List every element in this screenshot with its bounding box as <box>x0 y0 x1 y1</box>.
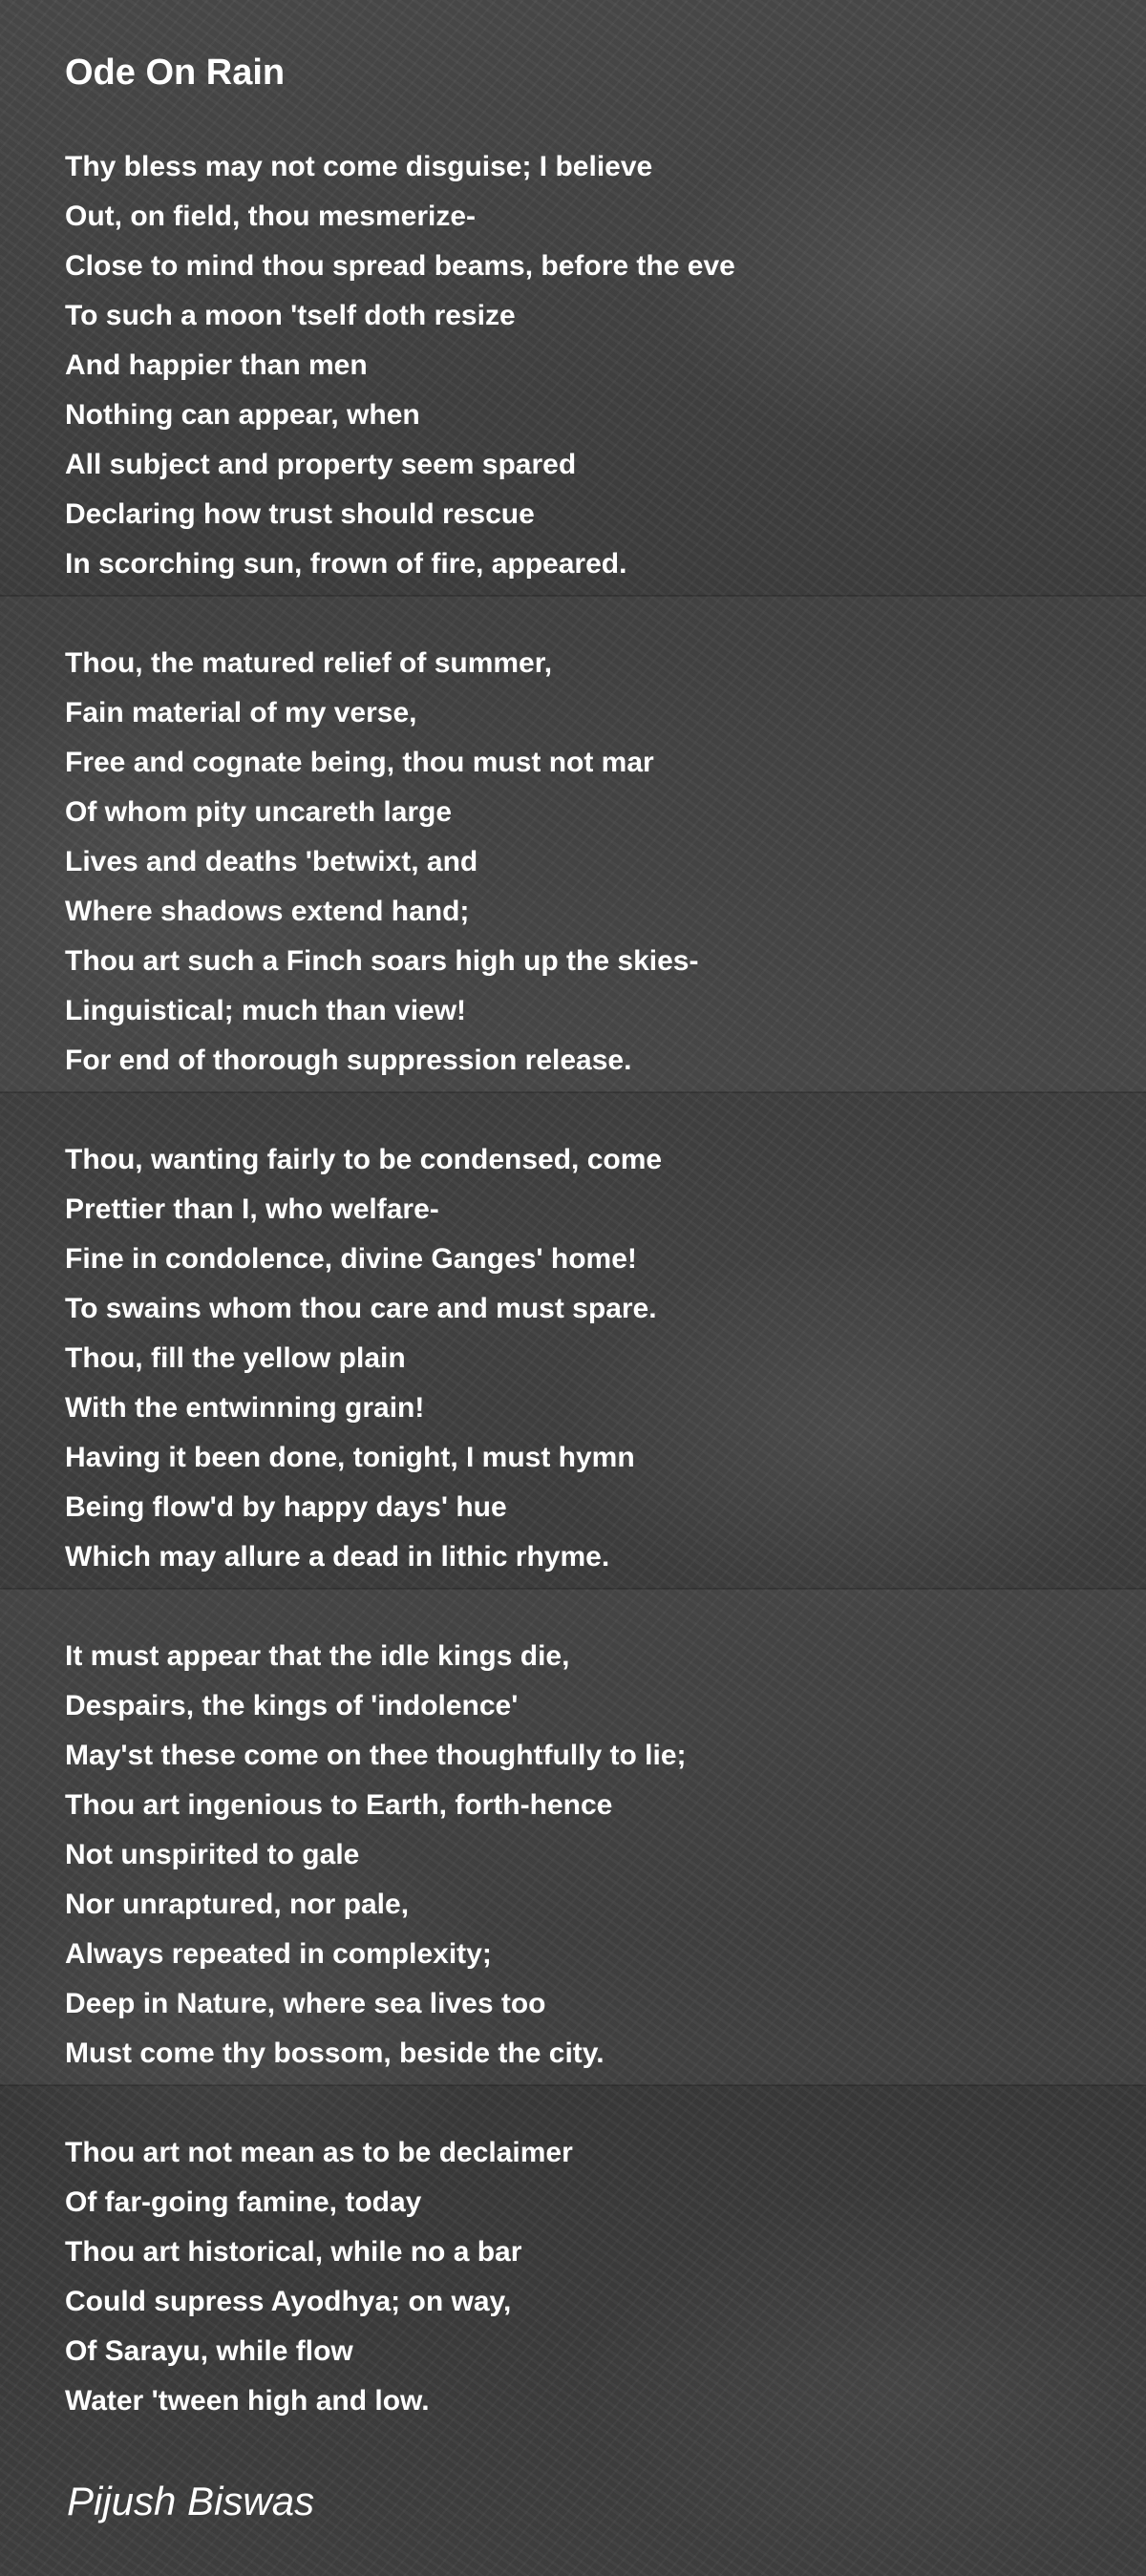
band-divider <box>0 595 1146 597</box>
poem-line: For end of thorough suppression release. <box>65 1045 632 1076</box>
band-divider <box>0 2084 1146 2086</box>
poem-line: All subject and property seem spared <box>65 449 577 480</box>
poem-line: To such a moon 'tself doth resize <box>65 300 516 331</box>
poem-line: Having it been done, tonight, I must hymn <box>65 1442 635 1473</box>
poem-line: Lives and deaths 'betwixt, and <box>65 846 478 877</box>
poem-line: Thou, the matured relief of summer, <box>65 647 553 679</box>
poem-line: It must appear that the idle kings die, <box>65 1640 570 1672</box>
poem-line: Thou, fill the yellow plain <box>65 1342 406 1374</box>
poem-line: Thy bless may not come disguise; I believe <box>65 151 653 182</box>
poem-line: Free and cognate being, thou must not mar <box>65 747 654 778</box>
poem-line: Which may allure a dead in lithic rhyme. <box>65 1541 610 1573</box>
poem-line: Not unspirited to gale <box>65 1839 360 1870</box>
stanza-1 <box>65 142 735 589</box>
stanza-2 <box>65 639 698 1086</box>
stanza-3 <box>65 1135 662 1582</box>
poem-line: With the entwinning grain! <box>65 1392 425 1424</box>
poem-line: Water 'tween high and low. <box>65 2385 430 2417</box>
poem-line: Of Sarayu, while flow <box>65 2335 353 2367</box>
poem-line: And happier than men <box>65 349 368 381</box>
poem-line: Thou, wanting fairly to be condensed, come <box>65 1144 663 1175</box>
poem-line: Must come thy bossom, beside the city. <box>65 2038 605 2069</box>
poem-line: Linguistical; much than view! <box>65 995 467 1026</box>
poem-line: Out, on field, thou mesmerize- <box>65 201 477 232</box>
poem-title: Ode On Rain <box>65 53 286 93</box>
poem-line: To swains whom thou care and must spare. <box>65 1293 657 1324</box>
poem-line: Declaring how trust should rescue <box>65 498 535 530</box>
poem-line: Always repeated in complexity; <box>65 1938 492 1970</box>
poem-line: Of far-going famine, today <box>65 2186 422 2218</box>
poem-line: Nor unraptured, nor pale, <box>65 1889 410 1920</box>
poem-line: Being flow'd by happy days' hue <box>65 1491 507 1523</box>
poem-line: Fain material of my verse, <box>65 697 417 728</box>
poem-line: Could supress Ayodhya; on way, <box>65 2286 512 2317</box>
poem-line: Prettier than I, who welfare- <box>65 1193 439 1225</box>
poem-line: May'st these come on thee thoughtfully to lie; <box>65 1740 687 1771</box>
stanza-5 <box>65 2128 573 2426</box>
poem-line: Despairs, the kings of 'indolence' <box>65 1690 519 1721</box>
poem-line: Of whom pity uncareth large <box>65 796 453 828</box>
band-divider <box>0 1588 1146 1590</box>
band-divider <box>0 1091 1146 1093</box>
poem-line: Fine in condolence, divine Ganges' home! <box>65 1243 637 1275</box>
poem-author: Pijush Biswas <box>67 2479 315 2523</box>
poem-line: Nothing can appear, when <box>65 399 420 431</box>
poem-line: Thou art ingenious to Earth, forth-hence <box>65 1789 613 1821</box>
poem-line: Thou art such a Finch soars high up the skies- <box>65 945 699 977</box>
poem-line: Thou art not mean as to be declaimer <box>65 2137 573 2168</box>
stanza-4 <box>65 1632 687 2079</box>
poem-line: Thou art historical, while no a bar <box>65 2236 522 2268</box>
poem-line: Where shadows extend hand; <box>65 896 470 927</box>
poem-line: Close to mind thou spread beams, before the eve <box>65 250 735 282</box>
poem-line: In scorching sun, frown of fire, appeared. <box>65 548 627 580</box>
poem-line: Deep in Nature, where sea lives too <box>65 1988 546 2019</box>
